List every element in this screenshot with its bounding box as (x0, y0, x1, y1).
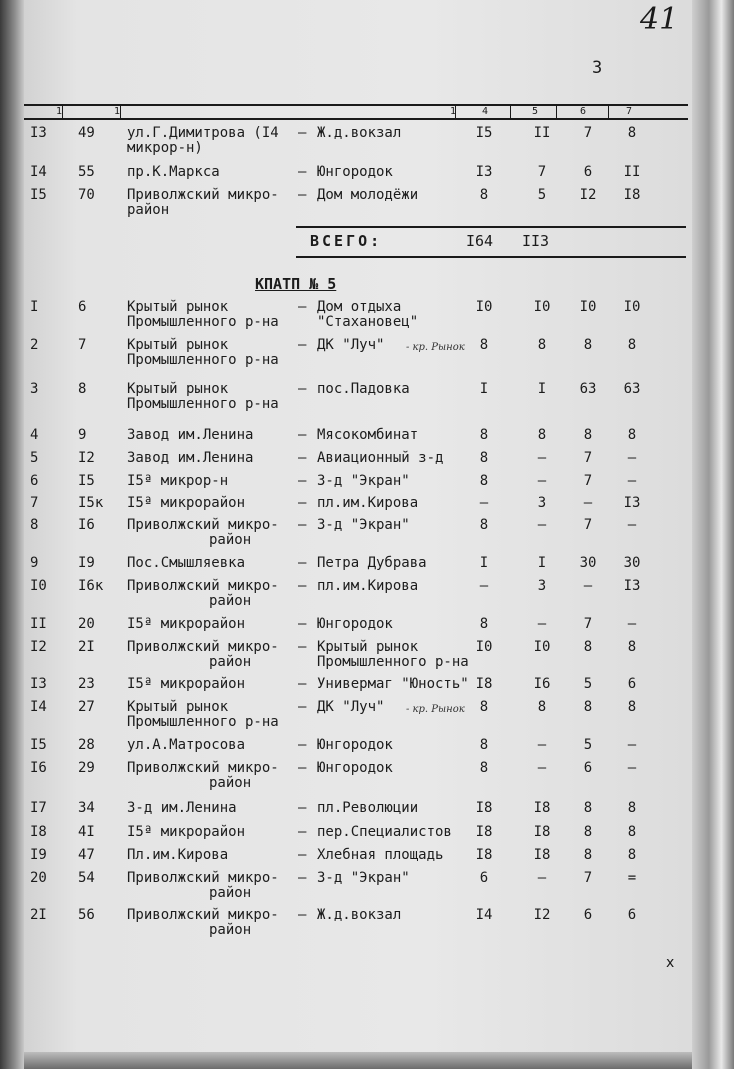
value-4: 8 (627, 337, 637, 353)
route-number: 54 (78, 870, 95, 886)
route-number: 27 (78, 699, 95, 715)
value-2: I (537, 555, 547, 571)
route-number: 20 (78, 616, 95, 632)
route-from: Приволжский микро- (127, 517, 279, 533)
value-2: 7 (537, 164, 547, 180)
value-1: 8 (479, 473, 489, 489)
route-dash: – (298, 870, 307, 886)
route-from: Приволжский микро- (127, 870, 279, 886)
route-dash: – (298, 760, 307, 776)
column-tick (608, 106, 609, 118)
total-rule (296, 226, 686, 228)
value-2: I2 (533, 907, 551, 923)
value-4: 8 (627, 699, 637, 715)
value-1: 8 (479, 517, 489, 533)
route-from: Крытый рынок (127, 299, 229, 315)
route-number: I5 (78, 473, 95, 489)
row-number: I5 (30, 737, 47, 753)
row-number: 9 (30, 555, 39, 571)
value-1: I0 (475, 299, 493, 315)
value-2: – (537, 616, 547, 632)
row-number: I5 (30, 187, 47, 203)
header-rule-top (24, 104, 688, 106)
total-value-2: II3 (522, 232, 550, 250)
value-3: 8 (583, 800, 593, 816)
route-number: 34 (78, 800, 95, 816)
row-number: I3 (30, 676, 47, 692)
route-from: Крытый рынок (127, 699, 229, 715)
row-number: 5 (30, 450, 39, 466)
row-number: I4 (30, 164, 47, 180)
value-4: – (627, 473, 637, 489)
route-from: Пос.Смышляевка (127, 555, 246, 571)
value-4: I3 (623, 495, 641, 511)
route-dash: – (298, 517, 307, 533)
column-marker: 7 (626, 106, 633, 117)
route-from-continued: район (209, 885, 252, 901)
value-4: 6 (627, 676, 637, 692)
value-3: 8 (583, 699, 593, 715)
row-number: 20 (30, 870, 47, 886)
route-dash: – (298, 907, 307, 923)
value-3: 7 (583, 870, 593, 886)
route-number: I2 (78, 450, 95, 466)
column-marker: 1 (56, 106, 63, 117)
value-4: – (627, 616, 637, 632)
route-number: 23 (78, 676, 95, 692)
route-to: Крытый рынок (317, 639, 419, 655)
row-number: I4 (30, 699, 47, 715)
route-number: I6к (78, 578, 104, 594)
column-tick (62, 106, 63, 118)
value-4: 6 (627, 907, 637, 923)
route-from-continued: Промышленного р-на (127, 314, 279, 330)
route-number: 49 (78, 125, 95, 141)
value-1: I8 (475, 847, 493, 863)
route-from: ул.А.Матросова (127, 737, 246, 753)
value-3: 5 (583, 676, 593, 692)
row-number: I6 (30, 760, 47, 776)
route-number: 28 (78, 737, 95, 753)
value-3: 8 (583, 639, 593, 655)
route-from: Крытый рынок (127, 337, 229, 353)
row-number: I9 (30, 847, 47, 863)
value-3: 8 (583, 427, 593, 443)
route-to: Петра Дубрава (317, 555, 427, 571)
row-number: II (30, 616, 47, 632)
handwritten-note: - кр. Рынок (406, 704, 465, 715)
value-4: I0 (623, 299, 641, 315)
route-dash: – (298, 164, 307, 180)
route-dash: – (298, 699, 307, 715)
route-number: 9 (78, 427, 87, 443)
route-number: 6 (78, 299, 87, 315)
value-2: I (537, 381, 547, 397)
value-4: 8 (627, 847, 637, 863)
column-marker: 5 (532, 106, 539, 117)
route-from: I5ª микрорайон (127, 616, 246, 632)
route-number: I6 (78, 517, 95, 533)
value-1: I5 (475, 125, 493, 141)
route-from: Приволжский микро- (127, 578, 279, 594)
route-from: I5ª микрорайон (127, 495, 246, 511)
value-4: 8 (627, 125, 637, 141)
route-from: Приволжский микро- (127, 760, 279, 776)
section-title: КПАТП № 5 (255, 275, 337, 293)
value-3: I2 (579, 187, 597, 203)
value-1: I0 (475, 639, 493, 655)
value-3: 6 (583, 760, 593, 776)
route-to: Ж.д.вокзал (317, 125, 402, 141)
value-3: 8 (583, 337, 593, 353)
value-3: 7 (583, 616, 593, 632)
route-dash: – (298, 125, 307, 141)
value-1: 8 (479, 737, 489, 753)
route-to: пл.Революции (317, 800, 419, 816)
value-1: 6 (479, 870, 489, 886)
route-to: Юнгородок (317, 164, 393, 180)
column-marker: 6 (580, 106, 587, 117)
route-to: Дом молодёжи (317, 187, 419, 203)
route-from: Крытый рынок (127, 381, 229, 397)
route-to-continued: "Стахановец" (317, 314, 419, 330)
row-number: I3 (30, 125, 47, 141)
value-2: – (537, 450, 547, 466)
value-2: I0 (533, 299, 551, 315)
column-tick (556, 106, 557, 118)
value-3: 7 (583, 450, 593, 466)
route-to: Дом отдыха (317, 299, 402, 315)
footer-mark: x (666, 955, 675, 971)
column-tick (510, 106, 511, 118)
route-from-continued: Промышленного р-на (127, 714, 279, 730)
value-2: 3 (537, 495, 547, 511)
route-to: ДК "Луч" (317, 337, 385, 353)
route-dash: – (298, 737, 307, 753)
value-3: 7 (583, 125, 593, 141)
route-from: Приволжский микро- (127, 907, 279, 923)
route-from-continued: Промышленного р-на (127, 396, 279, 412)
value-3: 63 (579, 381, 597, 397)
value-1: 8 (479, 699, 489, 715)
value-4: I8 (623, 187, 641, 203)
route-number: I9 (78, 555, 95, 571)
value-2: – (537, 517, 547, 533)
value-2: 3 (537, 578, 547, 594)
route-dash: – (298, 800, 307, 816)
route-from: Завод им.Ленина (127, 450, 254, 466)
value-1: I8 (475, 800, 493, 816)
value-2: – (537, 473, 547, 489)
route-from: I5ª микрорайон (127, 824, 246, 840)
value-2: – (537, 870, 547, 886)
value-3: 6 (583, 907, 593, 923)
value-2: – (537, 760, 547, 776)
handwritten-note: - кр. Рынок (406, 342, 465, 353)
route-to: пл.им.Кирова (317, 495, 419, 511)
value-2: I6 (533, 676, 551, 692)
route-dash: – (298, 337, 307, 353)
value-2: 8 (537, 427, 547, 443)
row-number: I0 (30, 578, 47, 594)
route-to: пер.Специалистов (317, 824, 452, 840)
route-from: I5ª микрорайон (127, 676, 246, 692)
column-marker: 4 (482, 106, 489, 117)
route-number: 55 (78, 164, 95, 180)
note-wrapper (404, 339, 465, 355)
route-from-continued: район (209, 654, 252, 670)
route-number: 70 (78, 187, 95, 203)
route-dash: – (298, 824, 307, 840)
value-2: – (537, 737, 547, 753)
row-number: I7 (30, 800, 47, 816)
value-1: I3 (475, 164, 493, 180)
value-1: 8 (479, 337, 489, 353)
route-to: Авиационный з-д (317, 450, 444, 466)
row-number: 2I (30, 907, 47, 923)
value-1: I4 (475, 907, 493, 923)
value-4: 8 (627, 639, 637, 655)
book-spine (0, 0, 24, 1069)
value-4: – (627, 760, 637, 776)
value-3: 8 (583, 847, 593, 863)
row-number: I8 (30, 824, 47, 840)
row-number: 2 (30, 337, 39, 353)
row-number: 4 (30, 427, 39, 443)
route-to: Юнгородок (317, 737, 393, 753)
row-number: I (30, 299, 39, 315)
route-dash: – (298, 578, 307, 594)
route-from: ул.Г.Димитрова (I4 микрор-н) (127, 125, 279, 156)
value-2: 5 (537, 187, 547, 203)
value-1: I8 (475, 676, 493, 692)
route-number: I5к (78, 495, 104, 511)
row-number: 8 (30, 517, 39, 533)
route-from: Приволжский микро- район (127, 187, 279, 218)
route-from: Пл.им.Кирова (127, 847, 229, 863)
value-4: 8 (627, 824, 637, 840)
value-4: 63 (623, 381, 641, 397)
route-dash: – (298, 473, 307, 489)
route-dash: – (298, 187, 307, 203)
value-1: I8 (475, 824, 493, 840)
page-number: 3 (592, 58, 603, 78)
value-4: = (627, 870, 637, 886)
route-dash: – (298, 495, 307, 511)
route-to: З-д "Экран" (317, 870, 410, 886)
value-2: I8 (533, 800, 551, 816)
total-label: ВСЕГО: (310, 232, 383, 250)
value-2: I0 (533, 639, 551, 655)
value-3: – (583, 495, 593, 511)
value-4: II (623, 164, 641, 180)
route-from: З-д им.Ленина (127, 800, 237, 816)
value-3: 7 (583, 473, 593, 489)
route-from-continued: район (209, 922, 252, 938)
route-dash: – (298, 555, 307, 571)
route-from: I5ª микрор-н (127, 473, 229, 489)
value-4: – (627, 737, 637, 753)
value-1: 8 (479, 760, 489, 776)
route-dash: – (298, 381, 307, 397)
route-number: 4I (78, 824, 95, 840)
route-to: З-д "Экран" (317, 517, 410, 533)
header-rule-bottom (24, 118, 688, 120)
value-1: 8 (479, 450, 489, 466)
value-2: 8 (537, 699, 547, 715)
route-to: Ж.д.вокзал (317, 907, 402, 923)
route-from-continued: район (209, 532, 252, 548)
archive-page-number: 41 (640, 2, 679, 37)
route-to: Юнгородок (317, 616, 393, 632)
value-4: 8 (627, 800, 637, 816)
row-number: 6 (30, 473, 39, 489)
value-1: – (479, 495, 489, 511)
value-3: 30 (579, 555, 597, 571)
value-4: 30 (623, 555, 641, 571)
value-3: 7 (583, 517, 593, 533)
route-from-continued: Промышленного р-на (127, 352, 279, 368)
value-2: I8 (533, 824, 551, 840)
route-number: 29 (78, 760, 95, 776)
route-dash: – (298, 616, 307, 632)
route-from: Завод им.Ленина (127, 427, 254, 443)
section-rule (296, 256, 686, 258)
route-from: пр.К.Маркса (127, 164, 220, 180)
route-to: пос.Падовка (317, 381, 410, 397)
route-to: Хлебная площадь (317, 847, 444, 863)
route-to-continued: Промышленного р-на (317, 654, 469, 670)
route-number: 7 (78, 337, 87, 353)
value-1: 8 (479, 616, 489, 632)
value-3: 5 (583, 737, 593, 753)
column-tick (120, 106, 121, 118)
value-1: – (479, 578, 489, 594)
value-2: II (533, 125, 551, 141)
route-to: пл.им.Кирова (317, 578, 419, 594)
value-1: I (479, 555, 489, 571)
value-1: I (479, 381, 489, 397)
value-4: 8 (627, 427, 637, 443)
route-dash: – (298, 639, 307, 655)
value-3: 8 (583, 824, 593, 840)
value-3: – (583, 578, 593, 594)
value-4: – (627, 517, 637, 533)
note-wrapper (404, 701, 465, 717)
value-2: I8 (533, 847, 551, 863)
value-1: 8 (479, 187, 489, 203)
column-marker: 1 (450, 106, 457, 117)
route-number: 8 (78, 381, 87, 397)
route-from-continued: район (209, 593, 252, 609)
column-marker: 1 (114, 106, 121, 117)
route-dash: – (298, 676, 307, 692)
row-number: I2 (30, 639, 47, 655)
value-4: – (627, 450, 637, 466)
page-edge-right (692, 0, 734, 1069)
value-4: I3 (623, 578, 641, 594)
route-to: ДК "Луч" (317, 699, 385, 715)
route-to: Мясокомбинат (317, 427, 419, 443)
page-edge-bottom (24, 1052, 692, 1069)
route-dash: – (298, 847, 307, 863)
route-dash: – (298, 450, 307, 466)
total-value-1: I64 (466, 232, 494, 250)
route-dash: – (298, 427, 307, 443)
route-to: Юнгородок (317, 760, 393, 776)
route-number: 56 (78, 907, 95, 923)
row-number: 3 (30, 381, 39, 397)
route-number: 2I (78, 639, 95, 655)
route-to: З-д "Экран" (317, 473, 410, 489)
route-to: Универмаг "Юность" (317, 676, 469, 692)
route-dash: – (298, 299, 307, 315)
row-number: 7 (30, 495, 39, 511)
value-3: I0 (579, 299, 597, 315)
route-from-continued: район (209, 775, 252, 791)
route-number: 47 (78, 847, 95, 863)
route-from: Приволжский микро- (127, 639, 279, 655)
value-1: 8 (479, 427, 489, 443)
value-3: 6 (583, 164, 593, 180)
value-2: 8 (537, 337, 547, 353)
